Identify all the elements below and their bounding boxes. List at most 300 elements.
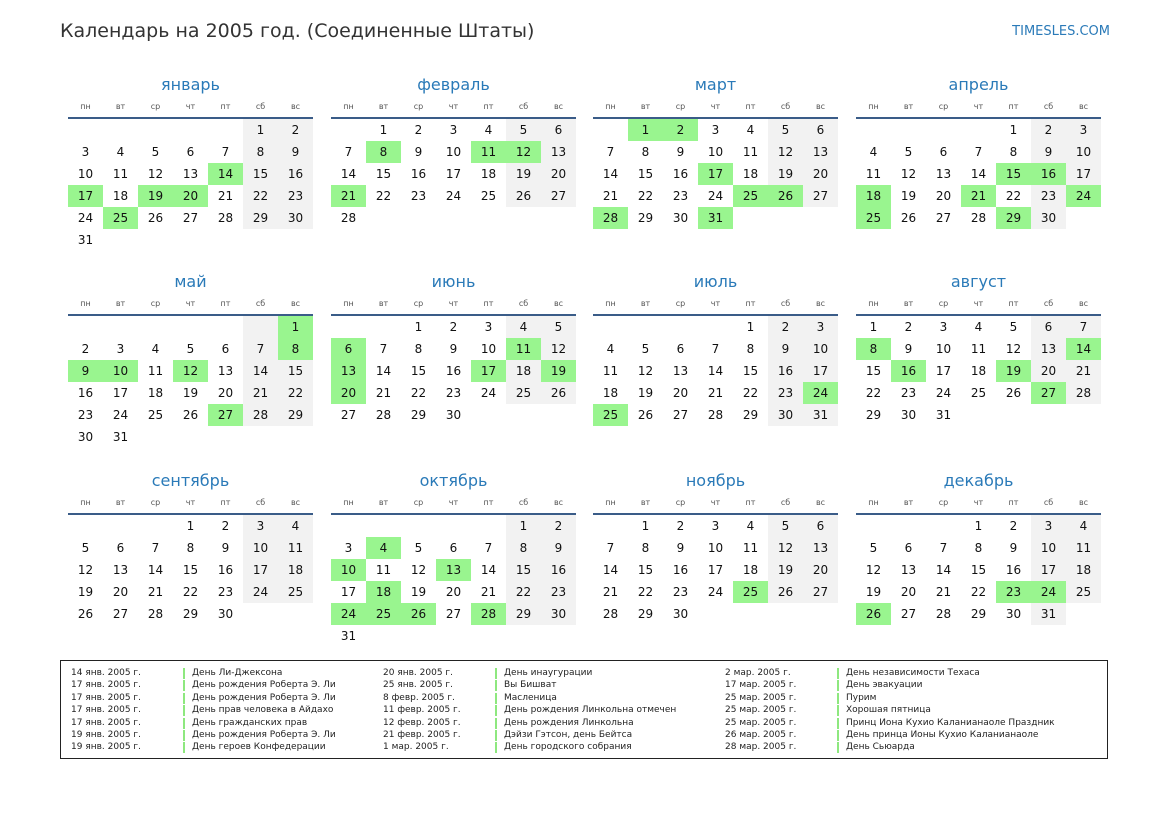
day-cell: 18 (506, 360, 541, 382)
day-cell: 21 (1066, 360, 1101, 382)
day-cell: 3 (1031, 515, 1066, 537)
day-cell: 29 (410, 408, 427, 422)
holiday-day-cell: 26 (768, 185, 803, 207)
day-cell: 3 (803, 316, 838, 338)
day-cell: 25 (506, 382, 541, 404)
weekday-label: пт (745, 299, 756, 308)
day-cell: 8 (641, 145, 650, 159)
holiday-day-cell: 1 (278, 316, 313, 338)
day-cell: 2 (449, 320, 458, 334)
day-cell: 15 (182, 563, 199, 577)
day-cell: 21 (707, 386, 724, 400)
day-cell: 31 (77, 233, 94, 247)
day-cell: 19 (768, 163, 803, 185)
day-cell: 28 (1066, 382, 1101, 404)
page-title: Календарь на 2005 год. (Соединенные Штаты) (60, 20, 535, 42)
month-11 (593, 471, 838, 625)
day-cell: 24 (112, 408, 129, 422)
empty-cell (208, 316, 243, 338)
holiday-name: Масленица (504, 692, 557, 703)
weekday-label: вт (378, 102, 389, 111)
day-cell: 13 (112, 563, 129, 577)
weekday-header (68, 297, 313, 311)
empty-cell (103, 119, 138, 141)
day-cell: 3 (484, 320, 493, 334)
holiday-date: 12 февр. 2005 г. (383, 717, 461, 728)
day-cell: 11 (1066, 537, 1101, 559)
day-cell: 3 (1066, 119, 1101, 141)
empty-cell (856, 515, 891, 537)
weekday-label: вт (640, 498, 651, 507)
day-cell: 22 (410, 386, 427, 400)
day-cell: 28 (147, 607, 164, 621)
day-cell: 5 (414, 541, 423, 555)
empty-cell (663, 316, 698, 338)
day-cell: 30 (217, 607, 234, 621)
day-cell: 21 (935, 585, 952, 599)
holiday-day-cell: 12 (506, 141, 541, 163)
day-cell: 14 (602, 563, 619, 577)
day-cell: 6 (186, 145, 195, 159)
day-cell: 3 (939, 320, 948, 334)
day-cell: 11 (375, 563, 392, 577)
day-cell: 21 (480, 585, 497, 599)
holiday-day-cell: 20 (331, 382, 366, 404)
day-cell: 15 (637, 167, 654, 181)
day-cell: 22 (1005, 189, 1022, 203)
day-cell: 11 (742, 145, 759, 159)
day-cell: 19 (768, 559, 803, 581)
day-cell: 8 (506, 537, 541, 559)
holiday-day-cell: 25 (103, 207, 138, 229)
month-name: март (694, 75, 737, 94)
weekday-label: чт (973, 498, 984, 507)
day-cell: 19 (865, 585, 882, 599)
day-cell: 28 (217, 211, 234, 225)
holiday-date: 25 мар. 2005 г. (725, 705, 797, 716)
weekday-label: ср (938, 102, 949, 111)
day-cell: 16 (1005, 563, 1022, 577)
weekday-label: вс (1078, 498, 1089, 507)
weekday-header (856, 100, 1101, 114)
holiday-marker (183, 680, 185, 691)
day-cell: 11 (742, 541, 759, 555)
day-cell: 23 (672, 189, 689, 203)
day-cell: 26 (637, 408, 654, 422)
holiday-marker (183, 668, 185, 679)
holiday-date: 8 февр. 2005 г. (383, 692, 455, 703)
holiday-marker (837, 742, 839, 753)
day-cell: 4 (1066, 515, 1101, 537)
month-name: апрель (948, 75, 1009, 94)
day-cell: 15 (278, 360, 313, 382)
weekday-label: вт (903, 498, 914, 507)
holiday-day-cell: 20 (173, 185, 208, 207)
weekday-label: сб (518, 299, 529, 308)
day-cell: 16 (768, 360, 803, 382)
legend-row (71, 704, 336, 716)
day-cell: 21 (147, 585, 164, 599)
weekday-label: чт (448, 299, 459, 308)
holiday-marker (183, 718, 185, 729)
holiday-marker (837, 730, 839, 741)
days-grid (593, 316, 838, 426)
holiday-marker (183, 693, 185, 704)
holiday-day-cell: 10 (331, 559, 366, 581)
month-name: ноябрь (685, 471, 746, 490)
holiday-day-cell: 12 (173, 360, 208, 382)
day-cell: 3 (711, 123, 720, 137)
holiday-day-cell: 28 (471, 603, 506, 625)
month-name: май (174, 272, 207, 291)
holiday-name: Вы Бишват (504, 680, 557, 691)
legend-row (383, 729, 676, 741)
weekday-label: вс (290, 498, 301, 507)
weekday-label: пт (483, 498, 494, 507)
day-cell: 6 (939, 145, 948, 159)
weekday-label: вт (115, 498, 126, 507)
day-cell: 24 (445, 189, 462, 203)
day-cell: 4 (974, 320, 983, 334)
day-cell: 12 (541, 338, 576, 360)
weekday-label: чт (185, 102, 196, 111)
empty-cell (471, 515, 506, 537)
legend-row (725, 717, 1055, 729)
day-cell: 19 (182, 386, 199, 400)
day-cell: 12 (1005, 342, 1022, 356)
holiday-day-cell: 25 (733, 185, 768, 207)
day-cell: 20 (1031, 360, 1066, 382)
day-cell: 19 (637, 386, 654, 400)
weekday-label: вс (1078, 102, 1089, 111)
empty-cell (366, 515, 401, 537)
holiday-marker (495, 693, 497, 704)
days-grid (856, 515, 1101, 625)
legend-column (383, 667, 676, 754)
day-cell: 7 (939, 541, 948, 555)
holiday-marker (495, 705, 497, 716)
weekday-label: вт (640, 102, 651, 111)
day-cell: 28 (375, 408, 392, 422)
legend-row (725, 741, 1055, 753)
day-cell: 20 (541, 163, 576, 185)
day-cell: 8 (243, 141, 278, 163)
day-cell: 25 (480, 189, 497, 203)
legend-row (71, 692, 336, 704)
holiday-date: 28 мар. 2005 г. (725, 742, 797, 753)
weekday-label: чт (973, 299, 984, 308)
day-cell: 8 (746, 342, 755, 356)
day-cell: 15 (970, 563, 987, 577)
days-grid (68, 316, 313, 448)
day-cell: 26 (506, 185, 541, 207)
legend-row (71, 667, 336, 679)
day-cell: 2 (676, 519, 685, 533)
holiday-day-cell: 16 (1031, 163, 1066, 185)
holiday-day-cell: 19 (996, 360, 1031, 382)
day-cell: 17 (707, 563, 724, 577)
day-cell: 2 (768, 316, 803, 338)
day-cell: 16 (672, 563, 689, 577)
day-cell: 11 (970, 342, 987, 356)
legend-row (725, 692, 1055, 704)
day-cell: 27 (803, 185, 838, 207)
day-cell: 22 (742, 386, 759, 400)
weekday-label: пн (868, 299, 879, 308)
legend-row (725, 729, 1055, 741)
holiday-day-cell: 2 (663, 119, 698, 141)
month-name: август (950, 272, 1007, 291)
weekday-label: сб (518, 498, 529, 507)
day-cell: 30 (672, 211, 689, 225)
day-cell: 16 (217, 563, 234, 577)
weekday-label: чт (710, 299, 721, 308)
legend-column (71, 667, 336, 754)
day-cell: 30 (541, 603, 576, 625)
holiday-day-cell: 9 (68, 360, 103, 382)
day-cell: 22 (637, 585, 654, 599)
day-cell: 3 (243, 515, 278, 537)
weekday-label: чт (710, 498, 721, 507)
day-cell: 4 (506, 316, 541, 338)
weekday-label: вс (1078, 299, 1089, 308)
day-cell: 30 (1031, 207, 1066, 229)
holiday-day-cell: 6 (331, 338, 366, 360)
day-cell: 2 (904, 320, 913, 334)
day-cell: 30 (445, 408, 462, 422)
holiday-day-cell: 13 (331, 360, 366, 382)
day-cell: 27 (672, 408, 689, 422)
day-cell: 31 (935, 408, 952, 422)
day-cell: 19 (506, 163, 541, 185)
day-cell: 20 (112, 585, 129, 599)
day-cell: 28 (243, 404, 278, 426)
day-cell: 4 (869, 145, 878, 159)
day-cell: 7 (606, 541, 615, 555)
weekday-label: пн (80, 102, 91, 111)
holiday-name: День инаугурации (504, 668, 593, 678)
holiday-name: День рождения Линкольна отмечен (504, 705, 677, 716)
weekday-label: чт (185, 299, 196, 308)
day-cell: 14 (340, 167, 357, 181)
holiday-day-cell: 14 (1066, 338, 1101, 360)
day-cell: 19 (410, 585, 427, 599)
holiday-day-cell: 28 (593, 207, 628, 229)
day-cell: 28 (970, 211, 987, 225)
holiday-date: 17 мар. 2005 г. (725, 680, 797, 691)
day-cell: 14 (935, 563, 952, 577)
day-cell: 6 (803, 119, 838, 141)
day-cell: 3 (81, 145, 90, 159)
day-cell: 24 (480, 386, 497, 400)
day-cell: 23 (900, 386, 917, 400)
weekday-header (331, 100, 576, 114)
weekday-label: сб (1043, 102, 1054, 111)
days-grid (68, 515, 313, 625)
day-cell: 23 (445, 386, 462, 400)
day-cell: 8 (186, 541, 195, 555)
day-cell: 25 (278, 581, 313, 603)
day-cell: 6 (116, 541, 125, 555)
holiday-name: Принц Иона Кухио Каланианаоле Праздник (846, 717, 1055, 728)
day-cell: 7 (606, 145, 615, 159)
weekday-label: ср (675, 498, 686, 507)
day-cell: 3 (344, 541, 353, 555)
day-cell: 1 (641, 519, 650, 533)
day-cell: 27 (445, 607, 462, 621)
day-cell: 31 (1031, 603, 1066, 625)
holiday-day-cell: 24 (803, 382, 838, 404)
day-cell: 24 (707, 585, 724, 599)
weekday-label: сб (255, 299, 266, 308)
day-cell: 1 (746, 320, 755, 334)
weekday-label: пн (343, 498, 354, 507)
day-cell: 27 (935, 211, 952, 225)
empty-cell (856, 119, 891, 141)
weekday-label: чт (448, 102, 459, 111)
day-cell: 12 (768, 141, 803, 163)
legend-row (383, 667, 676, 679)
day-cell: 13 (541, 141, 576, 163)
empty-cell (331, 515, 366, 537)
legend-row (71, 679, 336, 691)
day-cell: 6 (803, 515, 838, 537)
weekday-header (331, 496, 576, 510)
holiday-day-cell: 11 (506, 338, 541, 360)
day-cell: 18 (112, 189, 129, 203)
day-cell: 21 (375, 386, 392, 400)
day-cell: 15 (637, 563, 654, 577)
weekday-label: чт (973, 102, 984, 111)
weekday-label: сб (1043, 299, 1054, 308)
day-cell: 12 (900, 167, 917, 181)
day-cell: 17 (935, 364, 952, 378)
holiday-name: День рождения Роберта Э. Ли (192, 680, 336, 691)
days-grid (856, 316, 1101, 426)
day-cell: 9 (676, 145, 685, 159)
weekday-label: сб (1043, 498, 1054, 507)
empty-cell (891, 515, 926, 537)
day-cell: 5 (506, 119, 541, 141)
month-7 (593, 272, 838, 426)
day-cell: 12 (77, 563, 94, 577)
holiday-date: 25 янв. 2005 г. (383, 680, 453, 691)
day-cell: 24 (243, 581, 278, 603)
holiday-day-cell: 24 (1066, 185, 1101, 207)
day-cell: 14 (970, 167, 987, 181)
weekday-label: вс (553, 102, 564, 111)
holiday-legend (60, 660, 1108, 759)
day-cell: 8 (641, 541, 650, 555)
holiday-date: 20 янв. 2005 г. (383, 668, 453, 678)
holiday-marker (837, 668, 839, 679)
empty-cell (103, 316, 138, 338)
weekday-label: пт (220, 102, 231, 111)
day-cell: 21 (602, 189, 619, 203)
day-cell: 22 (970, 585, 987, 599)
day-cell: 19 (900, 189, 917, 203)
day-cell: 20 (217, 386, 234, 400)
holiday-date: 25 мар. 2005 г. (725, 692, 797, 703)
holiday-name: День независимости Техаса (846, 668, 980, 678)
day-cell: 31 (803, 404, 838, 426)
day-cell: 23 (77, 408, 94, 422)
day-cell: 30 (77, 430, 94, 444)
day-cell: 12 (147, 167, 164, 181)
month-name: январь (161, 75, 220, 94)
holiday-name: Хорошая пятница (846, 705, 931, 716)
days-grid (331, 119, 576, 229)
holiday-day-cell: 26 (401, 603, 436, 625)
day-cell: 29 (278, 404, 313, 426)
day-cell: 18 (602, 386, 619, 400)
day-cell: 20 (803, 163, 838, 185)
day-cell: 18 (147, 386, 164, 400)
weekday-label: вс (553, 498, 564, 507)
day-cell: 22 (182, 585, 199, 599)
month-10 (331, 471, 576, 647)
day-cell: 13 (182, 167, 199, 181)
weekday-label: вс (815, 102, 826, 111)
holiday-day-cell: 27 (1031, 382, 1066, 404)
day-cell: 7 (974, 145, 983, 159)
holiday-day-cell: 13 (436, 559, 471, 581)
day-cell: 13 (803, 537, 838, 559)
day-cell: 10 (707, 145, 724, 159)
empty-cell (138, 316, 173, 338)
legend-row (725, 679, 1055, 691)
legend-row (383, 692, 676, 704)
empty-cell (401, 515, 436, 537)
holiday-date: 26 мар. 2005 г. (725, 729, 797, 740)
day-cell: 14 (707, 364, 724, 378)
day-cell: 15 (243, 163, 278, 185)
month-name: сентябрь (151, 471, 230, 490)
day-cell: 17 (112, 386, 129, 400)
day-cell: 23 (672, 585, 689, 599)
month-8 (856, 272, 1101, 426)
month-name: октябрь (419, 471, 488, 490)
day-cell: 13 (217, 364, 234, 378)
day-cell: 5 (81, 541, 90, 555)
holiday-date: 19 янв. 2005 г. (71, 729, 141, 740)
days-grid (331, 515, 576, 647)
day-cell: 8 (1009, 145, 1018, 159)
holiday-day-cell: 10 (103, 360, 138, 382)
day-cell: 7 (221, 145, 230, 159)
holiday-name: День прав человека в Айдахо (192, 705, 334, 716)
day-cell: 10 (1031, 537, 1066, 559)
day-cell: 16 (541, 559, 576, 581)
holiday-day-cell: 27 (208, 404, 243, 426)
brand-link[interactable]: TIMESLES.COM (1012, 24, 1110, 39)
empty-cell (593, 119, 628, 141)
day-cell: 2 (1009, 519, 1018, 533)
day-cell: 15 (375, 167, 392, 181)
day-cell: 28 (602, 607, 619, 621)
holiday-day-cell: 15 (996, 163, 1031, 185)
weekday-label: пн (605, 498, 616, 507)
holiday-marker (495, 668, 497, 679)
holiday-day-cell: 24 (331, 603, 366, 625)
day-cell: 9 (449, 342, 458, 356)
weekday-label: вт (115, 102, 126, 111)
day-cell: 10 (445, 145, 462, 159)
legend-column (725, 667, 1055, 754)
day-cell: 14 (243, 360, 278, 382)
day-cell: 26 (541, 382, 576, 404)
legend-row (71, 741, 336, 753)
